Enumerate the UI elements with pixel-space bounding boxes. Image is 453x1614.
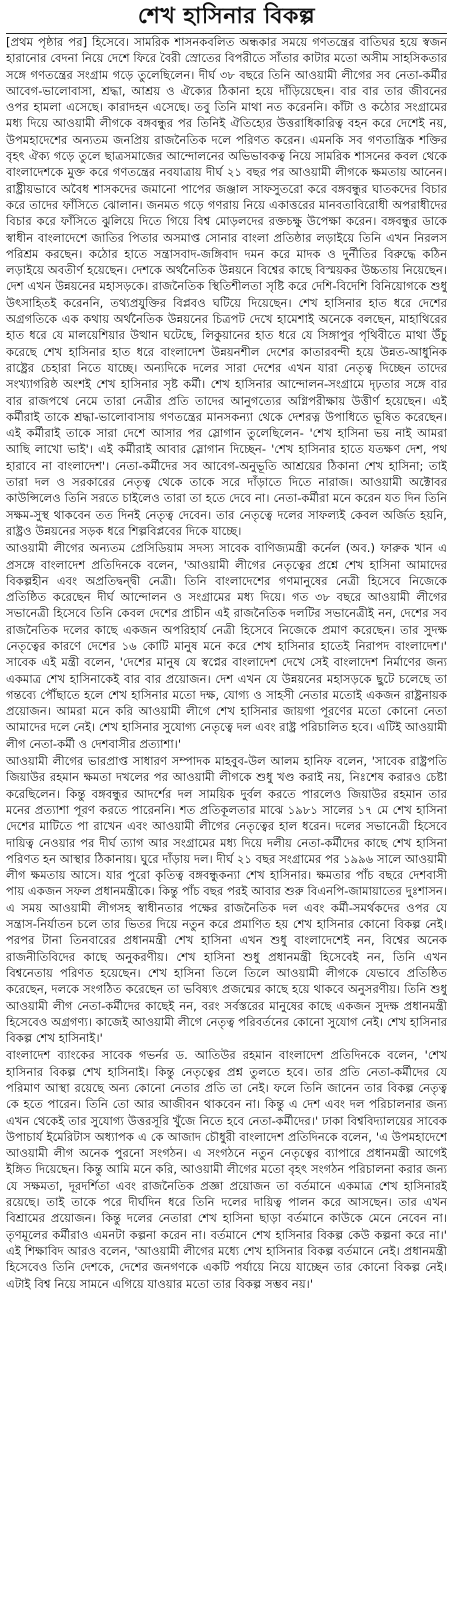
article-paragraph: আওয়ামী লীগের ভারপ্রাপ্ত সাধারণ সম্পাদক মাহবুব-উল আলম হানিফ বলেন, 'সাবেক রাষ্ট্রপতি জিয়াউর রহমান ক্ষমতা দখলের পর আওয়ামী লীগকে শুধু খণ্ড করাই নয়, নিঃশেষ করারও চেষ্টা করেছিলেন। কিন্তু বঙ্গবন্ধুর আদর্শের দল সাময়িক দুর্বল করতে পারলেও জিয়াউর রহমান তার মনের প্রত্যাশা পূরণ করতে পারেননি। শত প্রতিকূলতার মাঝে ১৯৮১ সালের ১৭ মে শেখ হাসিনা দেশের মাটিতে পা রাখেন এবং আওয়ামী লীগের নেতৃত্বের হাল ধরেন। দলের সভানেত্রী হিসেবে দায়িত্ব নেওয়ার পর দীর্ঘ ত্যাগ আর সংগ্রামের মধ্য দিয়ে দলীয় নেতা-কর্মীদের কাছে শেখ হাসিনা পরিণত হন আস্থার ঠিকানায়। ঘুরে দাঁড়ায় দল। দীর্ঘ ২১ বছর সংগ্রামের পর ১৯৯৬ সালে আওয়ামী লীগ ক্ষমতায় আসে। যার পুরো কৃতিত্ব বঙ্গবন্ধুকন্যা শেখ হাসিনার। ক্ষমতার পাঁচ বছরে দেশবাসী পায় একজন সফল প্রধানমন্ত্রীকে। কিন্তু পাঁচ বছর পরই আবার শুরু বিএনপি-জামায়াতের দুঃশাসন। এ সময় আওয়ামী লীগসহ স্বাধীনতার পক্ষের রাজনৈতিক দল এবং কর্মী-সমর্থকদের ওপর যে সন্ত্রাস-নির্যাতন চলে তার ভিতর দিয়ে নতুন করে প্রমাণিত হয় শেখ হাসিনার কোনো বিকল্প নেই। পরপর টানা তিনবারের প্রধানমন্ত্রী শেখ হাসিনা এখন শুধু বাংলাদেশেই নন, বিশ্বের অনেক রাজনীতিবিদের কাছে অনুকরণীয়। শেখ হাসিনা শুধু প্রধানমন্ত্রী হিসেবেই নন, তিনি এখন বিশ্বনেতায় পরিণত হয়েছেন। শেখ হাসিনা তিলে তিলে আওয়ামী লীগকে যেভাবে প্রতিষ্ঠিত করেছেন, দলকে সংগঠিত করেছেন তা ভবিষ্যৎ প্রজন্মের কাছে হয়ে থাকবে অনুসরণীয়। তিনি শুধু আওয়ামী লীগ নেতা-কর্মীদের কাছেই নন, বরং সর্বস্তরের মানুষের কাছে একজন সুদক্ষ প্রধানমন্ত্রী হিসেবেও অগ্রগণ্য। কাজেই আওয়ামী লীগে নেতৃত্ব পরিবর্তনের কোনো সুযোগ নেই। শেখ হাসিনার বিকল্প শেখ হাসিনাই।'	[6, 754, 447, 1046]
article-paragraph: [প্রথম পৃষ্ঠার পর] হিসেবে। সামরিক শাসনকবলিত অন্ধকার সময়ে গণতন্ত্রের বাতিঘর হয়ে স্বজন হারানোর বেদনা নিয়ে দেশে ফিরে বৈরী স্রোতের বিপরীতে সাঁতার কাটার মতো অসীম সাহসিকতার সঙ্গে গণতন্ত্রের সংগ্রাম গড়ে তুলেছিলেন। দীর্ঘ ৩৮ বছরে তিনি আওয়ামী লীগের সব নেতা-কর্মীর আবেগ-ভালোবাসা, শ্রদ্ধা, আশ্রয় ও ঐক্যের ঠিকানা হয়ে দাঁড়িয়েছেন। বার বার তার জীবনের ওপর হামলা এসেছে। কারাদহন এসেছে। তবু তিনি মাথা নত করেননি। কাঁটা ও কঠোর সংগ্রামের মধ্য দিয়ে আওয়ামী লীগকে বঙ্গবন্ধুর পর তিনিই ঐতিহ্যের উত্তরাধিকারিত্ব বহন করে দেশেই নয়, উপমহাদেশের অন্যতম জনপ্রিয় রাজনৈতিক দলে পরিণত করেন। এমনকি সব গণতান্ত্রিক শক্তির বৃহৎ ঐক্য গড়ে তুলে ছাত্রসমাজের আন্দোলনের অভিভাবকত্ব নিয়ে সামরিক শাসনের কবল থেকে বাংলাদেশকে মুক্ত করে গণতন্ত্রের নবযাত্রায় দীর্ঘ ২১ বছর পর আওয়ামী লীগকে ক্ষমতায় আনেন। রাষ্ট্রীয়ভাবে অবৈধ শাসকদের জমানো পাপের জঞ্জাল সাফসুতরো করে বঙ্গবন্ধুর ঘাতকদের বিচার করে তাদের ফাঁসিতে ঝোলান। জনমত গড়ে গণরায় নিয়ে একাত্তরের মানবতাবিরোধী অপরাধীদের বিচার করে ফাঁসিতে ঝুলিয়ে দিতে গিয়ে বিশ্ব মোড়লদের রক্তচক্ষু উপেক্ষা করেন। বঙ্গবন্ধুর ডাকে স্বাধীন বাংলাদেশে জাতির পিতার অসমাপ্ত সোনার বাংলা প্রতিষ্ঠার লড়াইয়ে তিনি এখন নিরলস পরিশ্রম করছেন। কঠোর হাতে সন্ত্রাসবাদ-জঙ্গিবাদ দমন করে মাদক ও দুর্নীতির বিরুদ্ধে কঠিন লড়াইয়ে অবতীর্ণ হয়েছেন। দেশকে অর্থনৈতিক উন্নয়নে বিশ্বের কাছে বিস্ময়কর উচ্চতায় নিয়েছেন। দেশ এখন উন্নয়নের মহাসড়কে। রাজনৈতিক স্থিতিশীলতা সৃষ্টি করে দেশি-বিদেশি বিনিয়োগকে শুধু উৎসাহিতই করেননি, তথ্যপ্রযুক্তির বিপ্লবও ঘটিয়ে দিয়েছেন। শেখ হাসিনার হাত ধরে দেশের অগ্রগতিকে এক কথায় অর্থনৈতিক উন্নয়নের চিত্রপট দেখে হামেশাই অনেকে বলছেন, মাহাথিরের হাত ধরে যে মালয়েশিয়ার উত্থান ঘটেছে, লিকুয়ানের হাত ধরে যে সিঙ্গাপুর পৃথিবীতে মাথা উঁচু করেছে শেখ হাসিনার হাত ধরে বাংলাদেশ উন্নয়নশীল দেশের কাতারবন্দী হয়ে উন্নত-আধুনিক রাষ্ট্রের চেহারা নিতে যাচ্ছে। অন্যদিকে দলের সারা দেশের এখন যারা নেতৃত্ব দিচ্ছেন তাদের সংখ্যাগরিষ্ঠ অংশই শেখ হাসিনার সৃষ্ট কর্মী। শেখ হাসিনার আন্দোলন-সংগ্রামে দৃঢ়তার সঙ্গে বার বার রাজপথে নেমে তারা নেত্রীর প্রতি তাদের আনুগত্যের অগ্নিপরীক্ষায় উত্তীর্ণ হয়েছেন। এই কর্মীরাই তাকে শ্রদ্ধা-ভালোবাসায় গণতন্ত্রের মানসকন্যা থেকে দেশরত্ন উপাধিতে ভূষিত করেছেন। এই কর্মীরাই তাকে সারা দেশে আসার পর স্লোগান তুলেছিলেন- 'শেখ হাসিনা ভয় নাই আমরা আছি লাখো ভাই'। এই কর্মীরাই আবার স্লোগান দিচ্ছেন- 'শেখ হাসিনার হাতে যতক্ষণ দেশ, পথ হারাবে না বাংলাদেশ'। নেতা-কর্মীদের সব আবেগ-অনুভূতি আশ্রয়ের ঠিকানা শেখ হাসিনা; তাই তারা দল ও সরকারের নেতৃত্ব থেকে তাকে সরে দাঁড়াতে দিতে নারাজ। আওয়ামী অক্টোবর কাউন্সিলেও তিনি সরতে চাইলেও তারা তা হতে দেবে না। নেতা-কর্মীরা মনে করেন যত দিন তিনি সক্ষম-সুস্থ থাকবেন তত দিনই নেতৃত্ব দেবেন। তার নেতৃত্বে দলের সাফল্যই কেবল অর্জিত হয়নি, রাষ্ট্রও উন্নয়নের সড়ক ধরে শিল্পবিপ্লবের দিকে যাচ্ছে।	[6, 35, 447, 538]
article-body	[6, 34, 447, 1608]
article-headline: শেখ হাসিনার বিকল্প	[137, 4, 316, 29]
article-paragraph: আওয়ামী লীগের অন্যতম প্রেসিডিয়াম সদস্য সাবেক বাণিজ্যমন্ত্রী কর্নেল (অব.) ফারুক খান এ প্রসঙ্গে বাংলাদেশ প্রতিদিনকে বলেন, 'আওয়ামী লীগের নেতৃত্বের প্রশ্নে শেখ হাসিনা আমাদের বিকল্পহীন এবং অপ্রতিদ্বন্দ্বী নেত্রী। তিনি বাংলাদেশের গণমানুষের নেত্রী হিসেবে নিজেকে প্রতিষ্ঠিত করেছেন দীর্ঘ আন্দোলন ও সংগ্রামের মধ্য দিয়ে। গত ৩৮ বছরে আওয়ামী লীগের সভানেত্রী হিসেবে তিনি কেবল দেশের প্রাচীন এই রাজনৈতিক দলটির সভানেত্রীই নন, দেশের সব রাজনৈতিক দলের কাছে একজন অপরিহার্য নেত্রী হিসেবে নিজেকে প্রমাণ করেছেন। তার সুদক্ষ নেতৃত্বের কারণে দেশের ১৬ কোটি মানুষ মনে করে শেখ হাসিনার হাতেই নিরাপদ বাংলাদেশ।' সাবেক এই মন্ত্রী বলেন, 'দেশের মানুষ যে স্বপ্নের বাংলাদেশ দেখে সেই বাংলাদেশ নির্মাণের জন্য একমাত্র শেখ হাসিনাকেই বার বার প্রয়োজন। দেশ এখন যে উন্নয়নের মহাসড়কে ছুটে চলেছে তা গন্তব্যে পৌঁছাতে হলে শেখ হাসিনার মতো দক্ষ, যোগ্য ও সাহসী নেতার মতোই একজন রাষ্ট্রনায়ক প্রয়োজন। আমরা মনে করি আওয়ামী লীগে শেখ হাসিনার জায়গা পূরণের মতো কোনো নেতা আমাদের দলে নেই। শেখ হাসিনার সুযোগ্য নেতৃত্বে দল এবং রাষ্ট্র পরিচালিত হবে। এটিই আওয়ামী লীগ নেতা-কর্মী ও দেশবাসীর প্রত্যাশা।'	[6, 541, 447, 751]
article-paragraph: বাংলাদেশ ব্যাংকের সাবেক গভর্নর ড. আতিউর রহমান বাংলাদেশ প্রতিদিনকে বলেন, 'শেখ হাসিনার বিকল্প শেখ হাসিনাই। কিন্তু নেতৃত্বের প্রশ্ন তুলতে হবে। তার প্রতি নেতা-কর্মীদের যে পরিমাণ আস্থা রয়েছে অন্য কোনো নেতার প্রতি তা নেই। ফলে তিনি জানেন তার বিকল্প নেতৃত্ব কে হতে পারেন। তিনি তো আর আজীবন থাকবেন না। কিন্তু এ দেশ এবং দল পরিচালনার জন্য এখন থেকেই তার সুযোগ্য উত্তরসূরি খুঁজে নিতে হবে নেতা-কর্মীদের।' ঢাকা বিশ্ববিদ্যালয়ের সাবেক উপাচার্য ইমেরিটাস অধ্যাপক এ কে আজাদ চৌধুরী বাংলাদেশ প্রতিদিনকে বলেন, 'এ উপমহাদেশে আওয়ামী লীগ অনেক পুরনো সংগঠন। এ সংগঠনে নতুন নেতৃত্বের ব্যাপারে প্রধানমন্ত্রী আগেই ইঙ্গিত দিয়েছেন। কিন্তু আমি মনে করি, আওয়ামী লীগের মতো বৃহৎ সংগঠন পরিচালনা করার জন্য যে সক্ষমতা, দূরদর্শিতা এবং রাজনৈতিক প্রজ্ঞা প্রয়োজন তা বর্তমানে একমাত্র শেখ হাসিনারই রয়েছে। তাই তাকে পরে দীর্ঘদিন ধরে তিনি দলের দায়িত্ব পালন করে আসছেন। তার এখন বিশ্রামের প্রয়োজন। কিন্তু দলের নেতারা শেখ হাসিনা ছাড়া বর্তমানে কাউকে মেনে নেবেন না। তৃণমূলের কর্মীরাও এমনটা কল্পনা করেন না। বর্তমানে শেখ হাসিনার বিকল্প কেউ কল্পনা করে না।' এই শিক্ষাবিদ আরও বলেন, 'আওয়ামী লীগের মধ্যে শেখ হাসিনার বিকল্প বর্তমানে নেই। প্রধানমন্ত্রী হিসেবেও তিনি দেশকে, দেশের জনগণকে একটি পর্যায়ে নিয়ে যাচ্ছেন তার কোনো বিকল্প নেই। এটাই বিশ্ব নিয়ে সামনে এগিয়ে যাওয়ার মতো তার বিকল্প সম্ভব নয়।'	[6, 1048, 447, 1291]
